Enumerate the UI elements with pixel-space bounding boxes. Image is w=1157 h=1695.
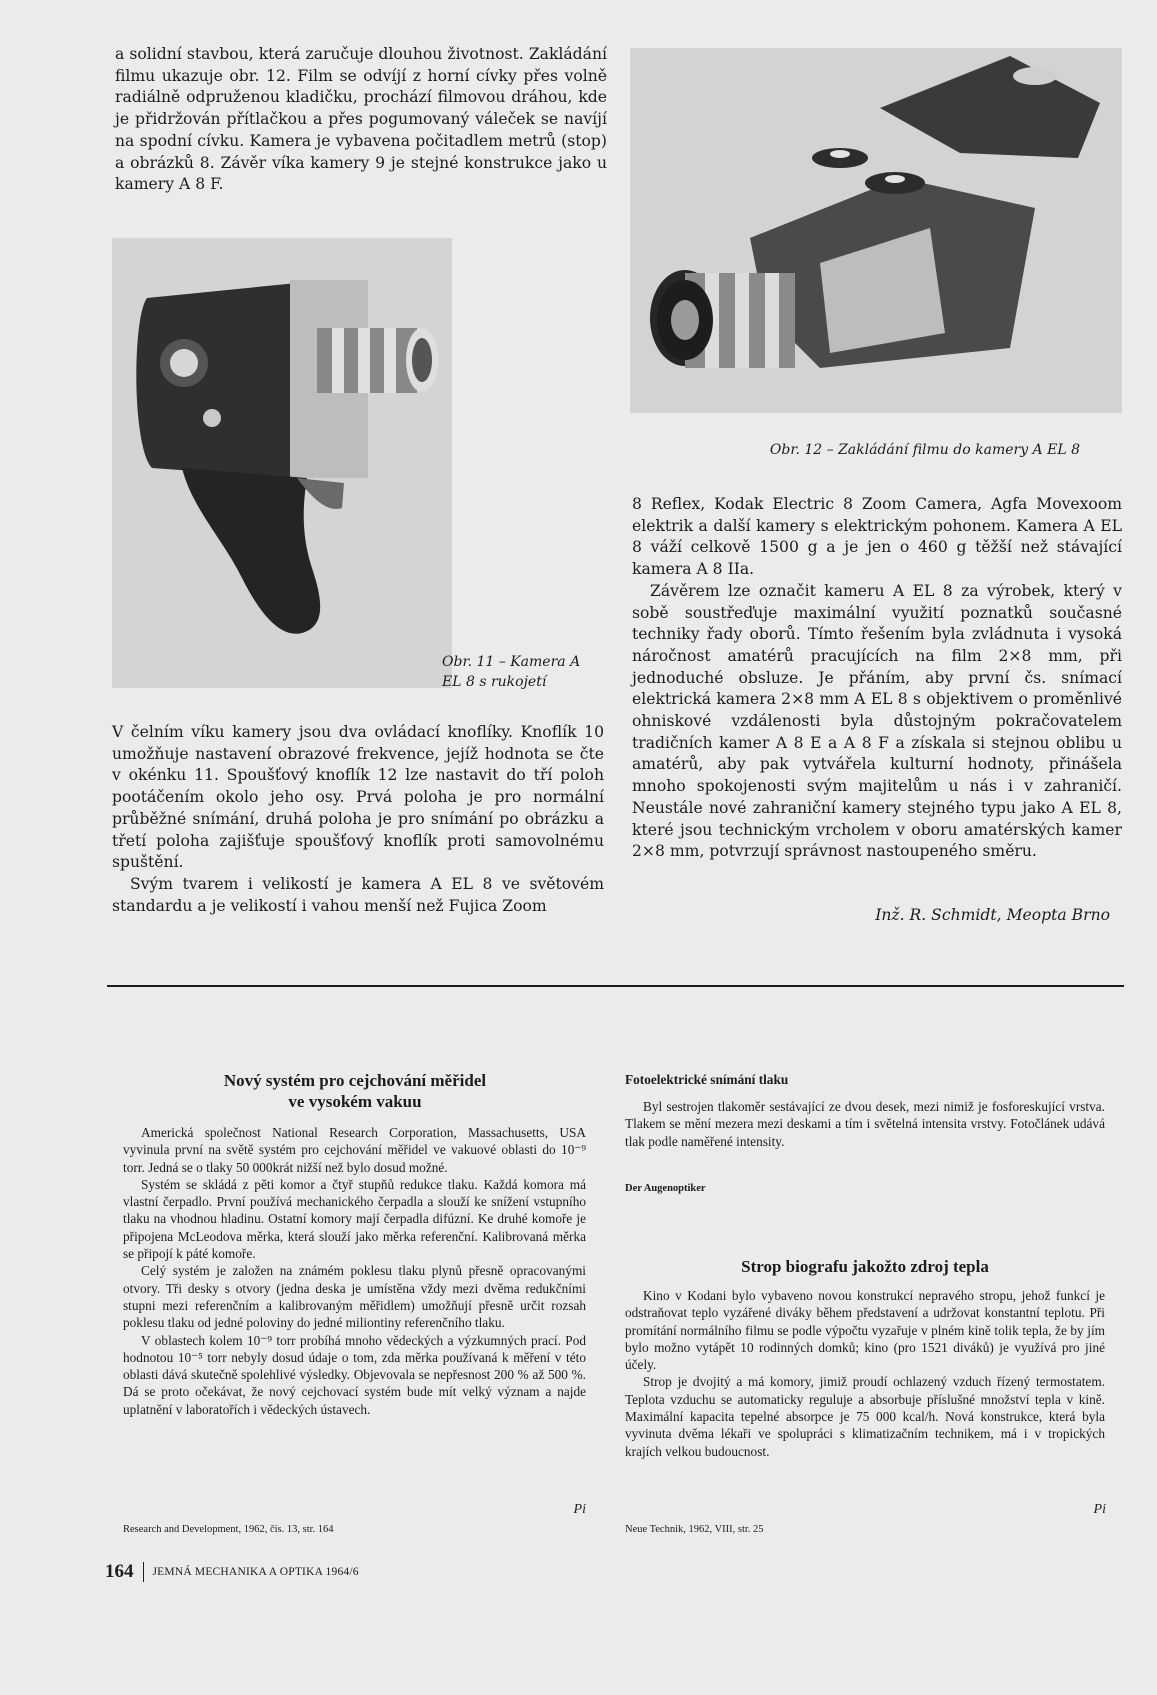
figure-11-photo — [112, 238, 452, 688]
article-paragraph: Strop je dvojitý a má komory, jimiž proudí ochlazený vzduch řízený termostatem. Teplota vzduchu se automaticky reguluje a absorbuje příslušné množství tepla v kině. Maximální kapacita tepelné absorpce je 75 000 kcal/h. Nová konstrukce, která byla vyvinuta dvěma lékaři ve spolupráci s klimatizačním technikem, má i v tropických krajích velkou budoucnost. — [625, 1374, 1105, 1459]
article-vacuum-signature: Pi — [573, 1502, 586, 1517]
left-paragraph: V čelním víku kamery jsou dva ovládací knoflíky. Knoflík 10 umožňuje nastavení obrazové frekvence, jejíž hodnota se čte v okénku 11. Spoušťový knoflík 12 lze nastavit do tří poloh pootáčením okolo jeho osy. Prvá poloha je pro normální průběžné snímání, druhá poloha je pro snímání po obrázku a třetí poloha zajišťuje spoušťový knoflík proti samovolnému spuštění. — [112, 723, 604, 872]
article-paragraph: Byl sestrojen tlakoměr sestávající ze dvou desek, mezi nimiž je fosforeskující vrstva. Tlakem se mění mezera mezi deskami a tím i světelná intensita vrstvy. Fotočlánek udává tlak podle naměřené intensity. — [625, 1099, 1105, 1149]
camera-film-loading-illustration — [630, 48, 1122, 413]
article-paragraph: Systém se skládá z pěti komor a čtyř stupňů redukce tlaku. Každá komora má vlastní čerpadlo. První používá mechanického čerpadla a slouží ke snížení vstupního tlaku na vhodnou hladinu. Ostatní komory mají čerpadla difúzní. Ke druhé komoře je připojena McLeodova měrka, která slouží jako měrka referenční. Kalibrovaná měrka se připojí k páté komoře. — [123, 1176, 586, 1262]
figure-12-caption: Obr. 12 – Zakládání filmu do kamery A EL 8 — [769, 442, 1080, 458]
article-vacuum-title: Nový systém pro cejchování měřidel ve vysokém vakuu — [223, 1071, 487, 1111]
right-paragraph: 8 Reflex, Kodak Electric 8 Zoom Camera, Agfa Movexoom elektrik a další kamery s elektrickým pohonem. Kamera A EL 8 váží celkově 1500 g a je jen o 460 g těžší než stávající kamera A 8 IIa. — [632, 495, 1122, 579]
article-paragraph: Kino v Kodani bylo vybaveno novou konstrukcí nepravého stropu, jehož funkcí je odstraňovat teplo vyzářené diváky během představení a udržovat konstantní teplotu. Při promítání normálního filmu se podle výpočtu vyzařuje v plném kině tolik tepla, že by jím bylo možno vytápět 10 rodinných domků; kino (pro 1521 diváků) je využívá pro jiné účely. — [625, 1288, 1105, 1373]
article-vacuum-body — [123, 1124, 586, 1418]
figure-11-caption: Obr. 11 – Kamera A EL 8 s rukojetí — [442, 654, 581, 690]
camera-with-handle-illustration — [112, 238, 452, 688]
page-footer — [105, 1561, 359, 1583]
page-number: 164 — [105, 1561, 134, 1582]
left-paragraph: Svým tvarem i velikostí je kamera A EL 8 ve světovém standardu a je velikostí i vahou menší než Fujica Zoom — [112, 874, 604, 915]
article-photo-body — [625, 1098, 1105, 1150]
article-cinema-title: Strop biografu jakožto zdroj tepla — [741, 1257, 989, 1276]
right-paragraph: Závěrem lze označit kameru A EL 8 za výrobek, který v sobě soustřeďuje maximální využití poznatků současné techniky řady oborů. Tímto řešením byla zvládnuta i vysoká náročnost amatérů pracujících na film 2×8 mm, při jednoduché obsluze. Je přáním, aby první čs. snímací elektrická kamera 2×8 mm A EL 8 s objektivem o proměnlivé ohniskové vzdálenosti byla důstojným pokračovatelem tradičních kamer A 8 E a A 8 F a získala si stejnou oblibu u amatérů, aby pak vytvářela kulturní hodnoty, přinášela mnoho spokojenosti svým majitelům u nás i v zahraničí. Neustále nové zahraniční kamery stejného typu jako A EL 8, které jsou technickým vrcholem v oboru amatérských kamer 2×8 mm, potvrzují správnost nastoupeného směru. — [632, 581, 1122, 861]
figure-12-photo — [630, 48, 1122, 413]
left-column-text — [112, 722, 604, 917]
article-paragraph: Celý systém je založen na známém poklesu tlaku plynů přesně opracovanými otvory. Tři desky s otvory (jedna deska je umístěna vždy mezi dvěma redukčními stupni mezi referenčním a kalibrovaným měřidlem) umožňují přesně určit rozsah poklesu tlaku od jedné poloviny do jedné miliontiny referenčního tlaku. — [123, 1263, 586, 1331]
author-signature: Inž. R. Schmidt, Meopta Brno — [875, 906, 1110, 924]
article-paragraph: V oblastech kolem 10⁻⁹ torr probíhá mnoho vědeckých a výzkumných prací. Pod hodnotou 10⁻⁵ torr nebyly dosud údaje o tom, zda měrka používaná k měření v této oblasti dává skutečně spolehlivé výsledky. Objevovala se nepřesnost 200 % až 500 %. Dá se proto očekávat, že nový cejchovací systém bude mít velký význam a najde uplatnění v laboratořích i vědeckých ústavech. — [123, 1332, 586, 1417]
intro-paragraph: a solidní stavbou, která zaručuje dlouhou životnost. Zakládání filmu ukazuje obr. 12. Film se odvíjí z horní cívky přes volně radiálně odpruženou kladičku, prochází filmovou dráhou, kde je přidržován přítlačkou a přes pogumovaný váleček se navíjí na spodní cívku. Kamera je vybavena počitadlem metrů (stop) a obrázků 8. Závěr víka kamery 9 je stejné konstrukce jako u kamery A 8 F. — [115, 45, 607, 194]
article-cinema-source: Neue Technik, 1962, VIII, str. 25 — [625, 1524, 764, 1535]
journal-name: JEMNÁ MECHANIKA A OPTIKA 1964/6 — [152, 1566, 359, 1578]
article-cinema-body — [625, 1287, 1105, 1460]
article-photo-source: Der Augenoptiker — [625, 1183, 706, 1194]
section-divider — [107, 985, 1124, 987]
article-vacuum-source: Research and Development, 1962, čís. 13, str. 164 — [123, 1524, 334, 1535]
article-photo-title: Fotoelektrické snímání tlaku — [625, 1072, 789, 1087]
footer-separator — [143, 1562, 144, 1582]
right-column-text — [632, 494, 1122, 863]
article-paragraph: Americká společnost National Research Corporation, Massachusetts, USA vyvinula první na světě systém pro cejchování měřidel ve vakuové oblasti do 10⁻⁹ torr. Jedná se o tlaky 50 000krát nižší než bylo dosud možné. — [123, 1125, 586, 1175]
article-cinema-signature: Pi — [1093, 1502, 1106, 1517]
